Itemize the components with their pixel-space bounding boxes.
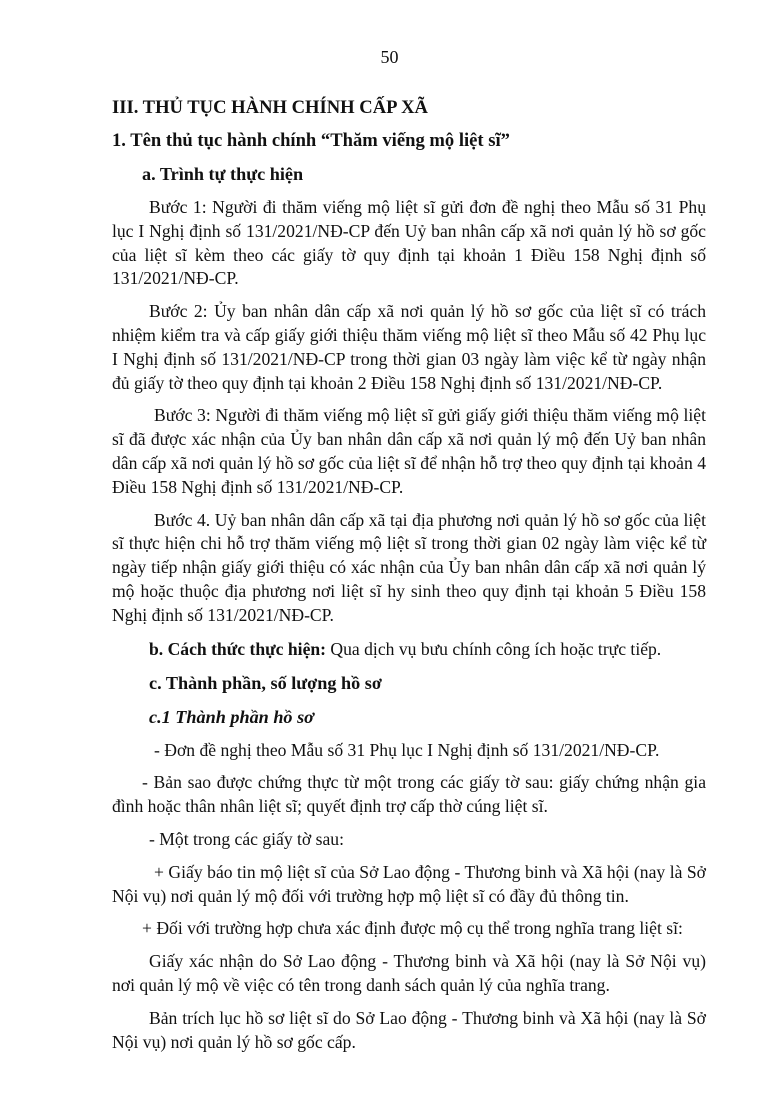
procedure-title: 1. Tên thủ tục hành chính “Thăm viếng mộ liệt sĩ” xyxy=(112,130,510,151)
document-body xyxy=(112,96,706,1063)
component-item: Giấy xác nhận do Sở Lao động - Thương binh và Xã hội (nay là Sở Nội vụ) nơi quản lý mộ về việc có tên trong danh sách quản lý của nghĩa trang. xyxy=(112,951,706,995)
sequence-heading: a. Trình tự thực hiện xyxy=(142,164,304,184)
component-item: - Một trong các giấy tờ sau: xyxy=(149,828,344,849)
component-item: Bản trích lục hồ sơ liệt sĩ do Sở Lao động - Thương binh và Xã hội (nay là Sở Nội vụ) nơi quản lý hồ sơ gốc cấp. xyxy=(112,1007,706,1052)
components-subheading: c.1 Thành phần hồ sơ xyxy=(149,706,314,727)
method-section xyxy=(112,637,706,661)
method-label: b. Cách thức thực hiện: xyxy=(149,638,327,659)
component-item: + Đối với trường hợp chưa xác định được mộ cụ thể trong nghĩa trang liệt sĩ: xyxy=(142,918,683,939)
method-text: Qua dịch vụ bưu chính công ích hoặc trực tiếp. xyxy=(326,638,662,659)
step-3: Bước 3: Người đi thăm viếng mộ liệt sĩ gửi giấy giới thiệu thăm viếng mộ liệt sĩ đã được xác nhận của Ủy ban nhân dân cấp xã nơi quản lý mộ đến Uỷ ban nhân dân cấp xã nơi quản lý hồ sơ gốc của liệt sĩ để nhận hỗ trợ theo quy định tại khoản 4 Điều 158 Nghị định số 131/2021/NĐ-CP. xyxy=(112,405,706,497)
step-2: Bước 2: Ủy ban nhân dân cấp xã nơi quản lý hồ sơ gốc của liệt sĩ có trách nhiệm kiểm tra và cấp giấy giới thiệu thăm viếng mộ liệt sĩ theo Mẫu số 42 Phụ lục I Nghị định số 131/2021/NĐ-CP trong thời gian 03 ngày làm việc kể từ ngày nhận đủ giấy tờ theo quy định tại khoản 2 Điều 158 Nghị định số 131/2021/NĐ-CP. xyxy=(112,301,706,393)
component-item: - Bản sao được chứng thực từ một trong các giấy tờ sau: giấy chứng nhận gia đình hoặc thân nhân liệt sĩ; quyết định trợ cấp thờ cúng liệt sĩ. xyxy=(112,772,706,817)
components-heading: c. Thành phần, số lượng hồ sơ xyxy=(149,672,382,693)
component-item: - Đơn đề nghị theo Mẫu số 31 Phụ lục I Nghị định số 131/2021/NĐ-CP. xyxy=(154,739,660,760)
step-1: Bước 1: Người đi thăm viếng mộ liệt sĩ gửi đơn đề nghị theo Mẫu số 31 Phụ lục I Nghị định số 131/2021/NĐ-CP đến Uỷ ban nhân cấp xã nơi quản lý hồ sơ gốc của liệt sĩ kèm theo các giấy tờ quy định tại khoản 1 Điều 158 Nghị định số 131/2021/NĐ-CP. xyxy=(112,197,706,289)
component-item: + Giấy báo tin mộ liệt sĩ của Sở Lao động - Thương binh và Xã hội (nay là Sở Nội vụ) nơi quản lý mộ đối với trường hợp mộ liệt sĩ có đầy đủ thông tin. xyxy=(112,861,706,906)
section-title: III. THỦ TỤC HÀNH CHÍNH CẤP XÃ xyxy=(112,97,428,118)
page-number: 50 xyxy=(380,47,399,67)
step-4: Bước 4. Uỷ ban nhân dân cấp xã tại địa phương nơi quản lý hồ sơ gốc của liệt sĩ thực hiện chi hỗ trợ thăm viếng mộ liệt sĩ trong thời gian 02 ngày làm việc kể từ ngày tiếp nhận giấy giới thiệu có xác nhận của Ủy ban nhân dân cấp xã nơi quản lý mộ hoặc thuộc địa phương nơi liệt sĩ hy sinh theo quy định tại khoản 5 Điều 158 Nghị định số 131/2021/NĐ-CP. xyxy=(112,509,706,625)
